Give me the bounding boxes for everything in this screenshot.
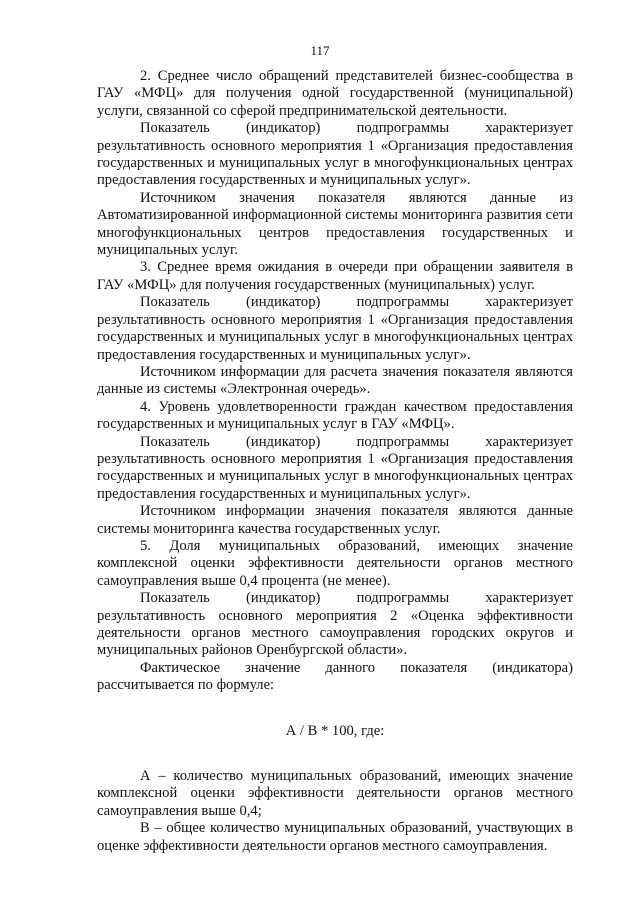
paragraph-indicator-4-source: Источником информации значения показателя являются данные системы мониторинга качества государственных услуг. [97,503,573,537]
definition-b: В – общее количество муниципальных образований, участвующих в оценке эффективности деятельности органов местного самоуправления. [97,820,573,854]
paragraph-formula-intro: Фактическое значение данного показателя (индикатора) рассчитывается по формуле: [97,659,573,694]
paragraph-indicator-5: 5. Доля муниципальных образований, имеющих значение комплексной оценки эффективности деятельности органов местного самоуправления выше 0,4 процента (не менее). [97,537,573,589]
paragraph-indicator-2-description: Показатель (индикатор) подпрограммы характеризует результативность основного мероприятия 1 «Организация предоставления государственных и муниципальных услуг в многофункциональных центрах предоставления государственных и муниципальных услуг». [97,120,573,189]
paragraph-indicator-3-description: Показатель (индикатор) подпрограммы характеризует результативность основного мероприятия 1 «Организация предоставления государственных и муниципальных услуг в многофункциональных центрах предоставления государственных и муниципальных услуг». [97,294,573,363]
paragraph-indicator-5-description: Показатель (индикатор) подпрограммы характеризует результативность основного мероприятия 2 «Оценка эффективности деятельности органов местного самоуправления городских округов и муниципальных районов Оренбургской области». [97,590,573,659]
paragraph-indicator-3-source: Источником информации для расчета значения показателя являются данные из системы «Электронная очередь». [97,363,573,398]
paragraph-indicator-4-description: Показатель (индикатор) подпрограммы характеризует результативность основного мероприятия 1 «Организация предоставления государственных и муниципальных услуг в многофункциональных центрах предоставления государственных и муниципальных услуг». [97,433,573,502]
paragraph-indicator-2-source: Источником значения показателя являются данные из Автоматизированной информационной системы мониторинга развития сети многофункциональных центров предоставления государственных и муниципальных услуг. [97,189,573,259]
paragraph-indicator-3: 3. Среднее время ожидания в очереди при обращении заявителя в ГАУ «МФЦ» для получения государственных (муниципальных) услуг. [97,259,573,293]
paragraph-indicator-4: 4. Уровень удовлетворенности граждан качеством предоставления государственных и муниципальных услуг в ГАУ «МФЦ». [97,398,573,433]
formula: А / В * 100, где: [285,722,385,739]
paragraph-indicator-2: 2. Среднее число обращений представителей бизнес-сообщества в ГАУ «МФЦ» для получения одной государственной (муниципальной) услуги, связанной со сферой предпринимательской деятельности. [97,68,573,119]
document-body [97,68,573,855]
definition-a: А – количество муниципальных образований, имеющих значение комплексной оценки эффективности деятельности органов местного самоуправления выше 0,4; [97,768,573,819]
page-number: 117 [310,43,330,58]
